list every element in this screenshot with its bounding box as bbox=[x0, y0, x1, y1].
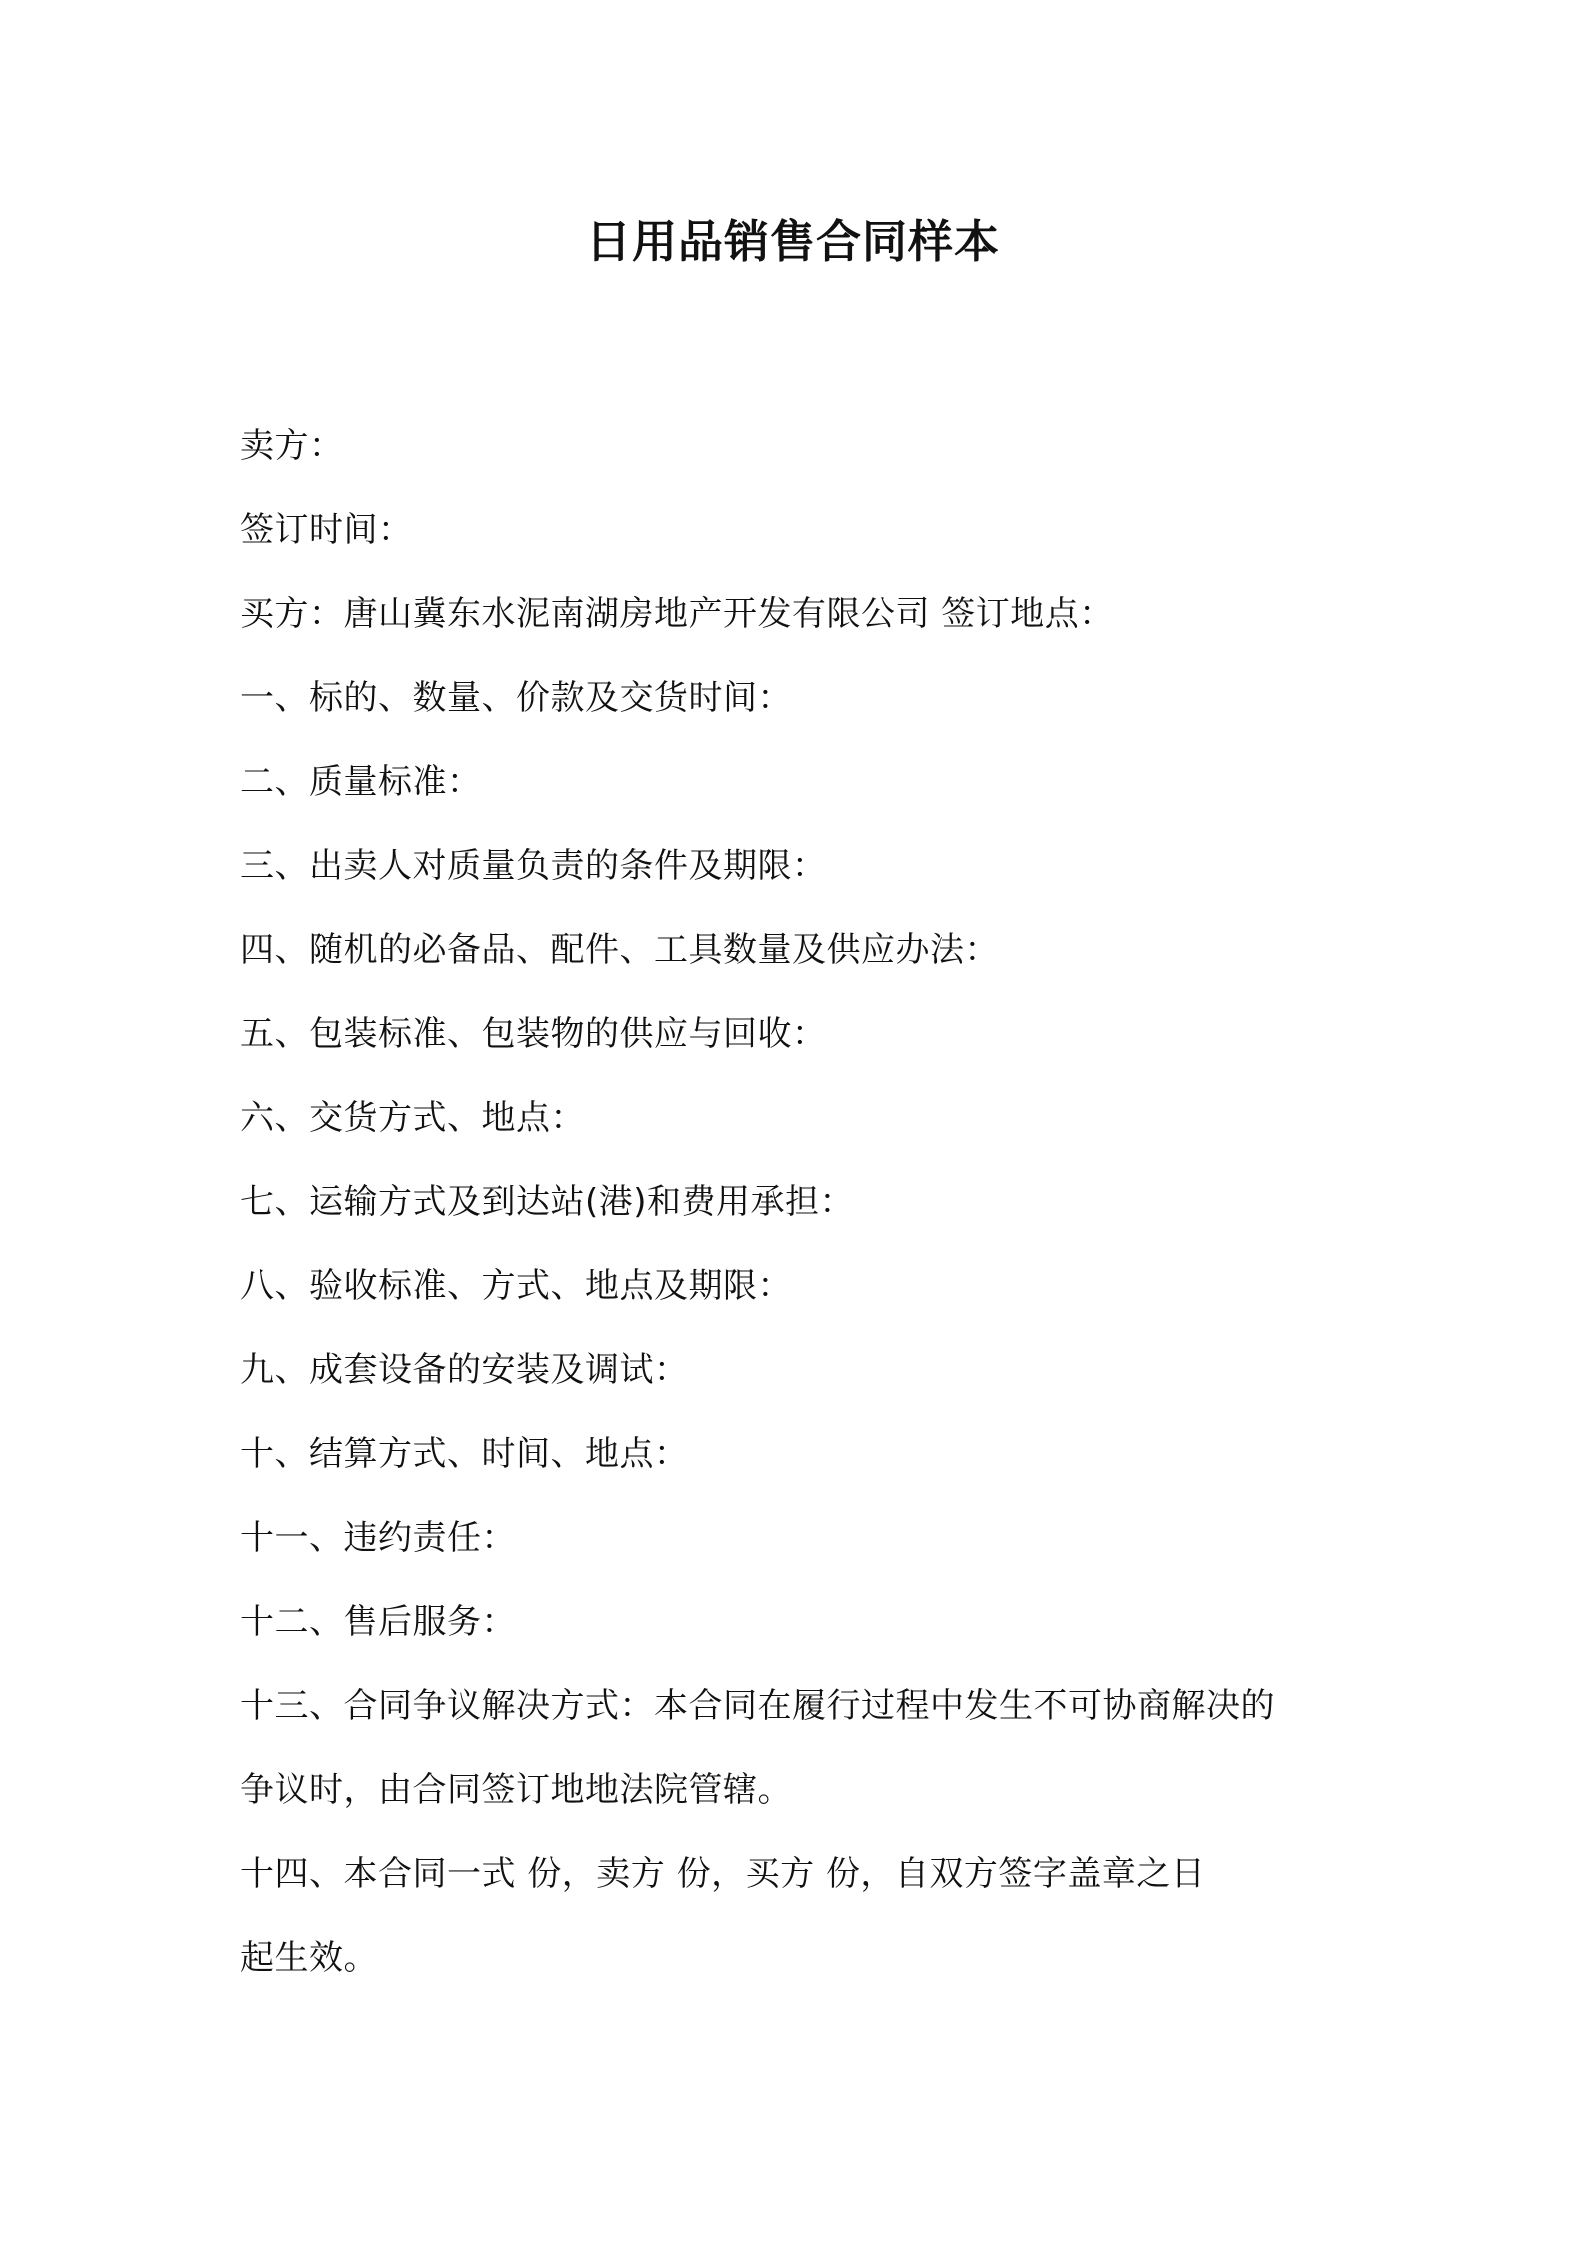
buyer-line: 买方：唐山冀东水泥南湖房地产开发有限公司 签订地点： bbox=[240, 594, 1114, 634]
signing-time-line: 签订时间： bbox=[240, 510, 413, 550]
clause-3: 三、出卖人对质量负责的条件及期限： bbox=[240, 846, 827, 886]
clause-13: 十三、合同争议解决方式：本合同在履行过程中发生不可协商解决的 bbox=[240, 1686, 1275, 1726]
clause-14: 十四、本合同一式 份，卖方 份，买方 份，自双方签字盖章之日 bbox=[240, 1854, 1206, 1894]
clause-13-continued: 争议时，由合同签订地地法院管辖。 bbox=[240, 1770, 792, 1810]
clause-2: 二、质量标准： bbox=[240, 762, 482, 802]
clause-14-continued: 起生效。 bbox=[240, 1938, 378, 1978]
contract-body bbox=[240, 404, 1370, 2000]
clause-5: 五、包装标准、包装物的供应与回收： bbox=[240, 1014, 827, 1054]
clause-7: 七、运输方式及到达站(港)和费用承担： bbox=[240, 1182, 855, 1222]
seller-line: 卖方： bbox=[240, 426, 344, 466]
document-title: 日用品销售合同样本 bbox=[585, 215, 1000, 268]
clause-10: 十、结算方式、时间、地点： bbox=[240, 1434, 689, 1474]
clause-1: 一、标的、数量、价款及交货时间： bbox=[240, 678, 792, 718]
clause-9: 九、成套设备的安装及调试： bbox=[240, 1350, 689, 1390]
clause-8: 八、验收标准、方式、地点及期限： bbox=[240, 1266, 792, 1306]
clause-12: 十二、售后服务： bbox=[240, 1602, 516, 1642]
clause-4: 四、随机的必备品、配件、工具数量及供应办法： bbox=[240, 930, 999, 970]
clause-11: 十一、违约责任： bbox=[240, 1518, 516, 1558]
clause-6: 六、交货方式、地点： bbox=[240, 1098, 585, 1138]
